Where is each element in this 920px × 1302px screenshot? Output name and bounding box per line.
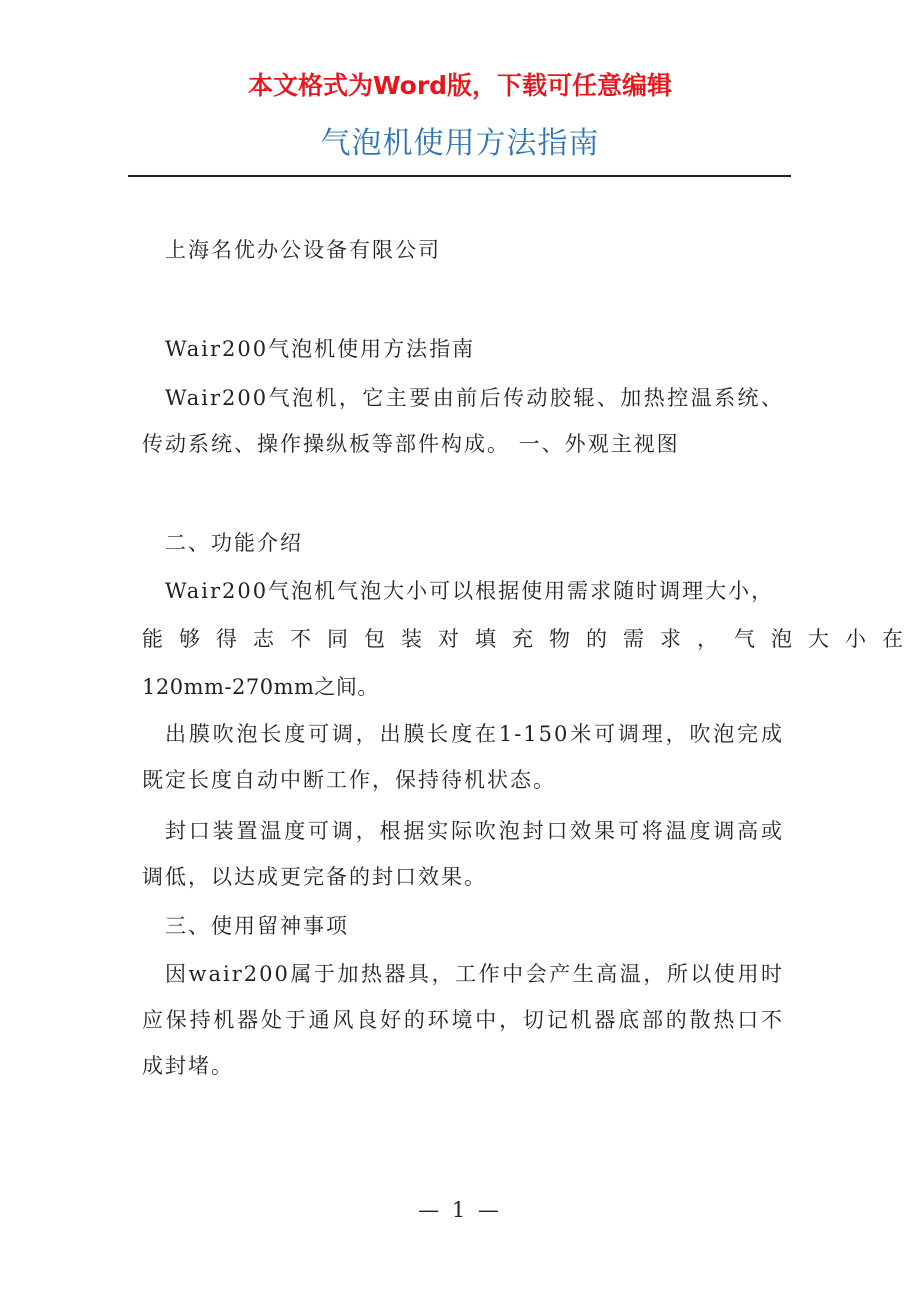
download-notice: 本文格式为Word版，下载可任意编辑 <box>247 71 673 100</box>
intro-paragraph: Wair200气泡机，它主要由前后传动胶辊、加热控温系统、传动系统、操作操纵板等部件构成。 一、外观主视图 <box>142 386 784 456</box>
document-heading: Wair200气泡机使用方法指南 <box>165 337 476 361</box>
page-title: 气泡机使用方法指南 <box>320 126 600 161</box>
section-2-heading: 二、功能介绍 <box>165 531 303 555</box>
section-2-paragraph-1-line-2: 能够得志不同包装对填充物的需求，气泡大小在 <box>142 627 919 651</box>
title-divider <box>128 175 791 177</box>
section-2-paragraph-1-line-3: 120mm-270mm之间。 <box>142 675 379 699</box>
section-2-paragraph-2: 出膜吹泡长度可调，出膜长度在1-150米可调理，吹泡完成既定长度自动中断工作，保持待机状态。 <box>142 722 784 792</box>
section-3-paragraph-1: 因wair200属于加热器具，工作中会产生高温，所以使用时应保持机器处于通风良好的环境中，切记机器底部的散热口不成封堵。 <box>142 962 784 1078</box>
section-3-heading: 三、使用留神事项 <box>165 914 349 938</box>
section-2-paragraph-1-line-1: Wair200气泡机气泡大小可以根据使用需求随时调理大小， <box>165 579 775 603</box>
company-name: 上海名优办公设备有限公司 <box>165 238 441 262</box>
section-2-paragraph-3: 封口装置温度可调，根据实际吹泡封口效果可将温度调高或调低，以达成更完备的封口效果。 <box>142 819 784 889</box>
page-number: — 1 — <box>418 1198 502 1222</box>
